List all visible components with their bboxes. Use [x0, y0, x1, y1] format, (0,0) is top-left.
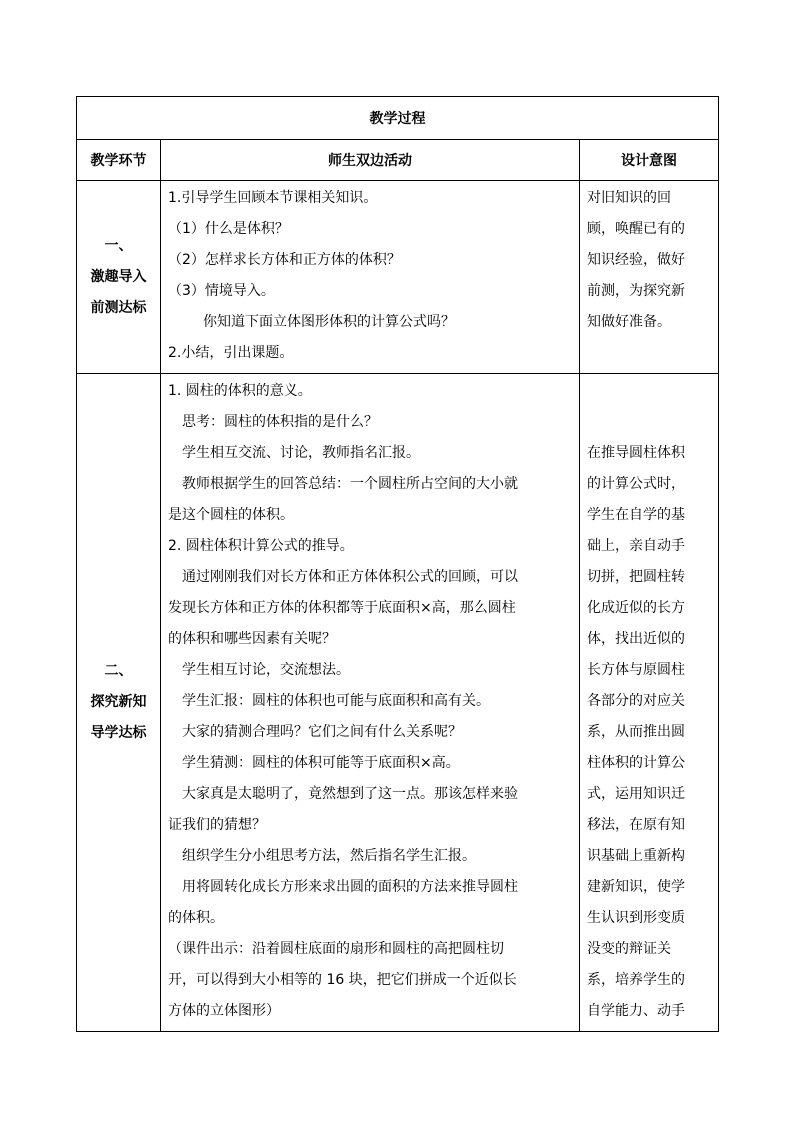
intent-line: 体，找出近似的 [587, 631, 685, 647]
intent-line: 长方体与原圆柱 [587, 662, 685, 678]
table-title: 教学过程 [77, 97, 719, 140]
intent-line: 础上，亲自动手 [587, 538, 685, 554]
activity-line: 的体积。 [168, 910, 224, 926]
stage-name-line-1: 激趣导入 [90, 268, 147, 285]
activity-line: 证我们的猜想？ [168, 817, 266, 833]
header-intent: 设计意图 [580, 140, 719, 181]
stage-number: 二、 [104, 663, 133, 679]
intent-line: 系，培养学生的 [587, 972, 685, 988]
intent-line: 移法，在原有知 [587, 817, 685, 833]
stage-name-line-2: 前测达标 [90, 299, 147, 316]
intent-line: 建新知识，使学 [587, 879, 685, 895]
intent-line: 切拼，把圆柱转 [587, 569, 685, 585]
stage-cell-1 [77, 181, 161, 374]
intent-line: 前测，为探究新 [587, 283, 685, 299]
activities-cell-2 [161, 374, 580, 1032]
intent-line: 识基础上重新构 [587, 848, 685, 864]
intent-line: 系，从而推出圆 [587, 724, 685, 740]
intent-line: 柱体积的计算公 [587, 755, 685, 771]
intent-line: 自学能力、动手 [587, 1003, 685, 1019]
teaching-process-table [76, 96, 719, 1032]
intent-line: 知识经验，做好 [587, 252, 685, 268]
intent-line: 没变的辩证关 [587, 941, 671, 957]
stage-number: 一、 [104, 237, 133, 254]
activity-line: （1）什么是体积？ [168, 221, 289, 237]
title-row [77, 97, 719, 140]
activity-line: 组织学生分小组思考方法，然后指名学生汇报。 [182, 848, 476, 864]
activity-line: 教师根据学生的回答总结：一个圆柱所占空间的大小就 [182, 476, 518, 492]
intent-cell-1 [580, 181, 719, 374]
activity-line: 用将圆转化成长方形来求出圆的面积的方法来推导圆柱 [182, 879, 518, 895]
activity-line: 方体的立体图形） [168, 1003, 280, 1019]
section-row-2 [77, 374, 719, 1032]
activity-line: 学生汇报：圆柱的体积也可能与底面积和高有关。 [182, 693, 490, 709]
activity-line: 学生相互讨论，交流想法。 [182, 662, 350, 678]
intent-cell-2 [580, 374, 719, 1032]
activity-line: 发现长方体和正方体的体积都等于底面积×高，那么圆柱 [168, 600, 516, 616]
activity-line: 通过刚刚我们对长方体和正方体体积公式的回顾，可以 [182, 569, 518, 585]
activity-line: 思考：圆柱的体积指的是什么？ [182, 414, 378, 430]
activity-line: 1. 圆柱的体积的意义。 [168, 383, 312, 399]
activity-line: 学生相互交流、讨论，教师指名汇报。 [182, 445, 420, 461]
activity-line: （3）情境导入。 [168, 283, 275, 299]
activity-line: 你知道下面立体图形体积的计算公式吗？ [203, 314, 455, 330]
intent-line: 的计算公式时， [587, 476, 685, 492]
intent-line: 化成近似的长方 [587, 600, 685, 616]
stage-name-line-1: 探究新知 [90, 694, 147, 710]
intent-line: 式，运用知识迁 [587, 786, 685, 802]
stage-name-line-2: 导学达标 [90, 725, 147, 741]
intent-line: 学生在自学的基 [587, 507, 685, 523]
activity-line: 2.小结，引出课题。 [168, 345, 294, 361]
activity-line: 开，可以得到大小相等的 16 块，把它们拼成一个近似长 [168, 972, 517, 988]
stage-cell-2 [77, 374, 161, 1032]
section-row-1 [77, 181, 719, 374]
activity-line: 大家真是太聪明了，竟然想到了这一点。那该怎样来验 [182, 786, 518, 802]
intent-line: 对旧知识的回 [587, 190, 671, 206]
header-row [77, 140, 719, 181]
activity-line: 学生猜测：圆柱的体积可能等于底面积×高。 [182, 755, 460, 771]
intent-line: 知做好准备。 [587, 314, 671, 330]
intent-line: 生认识到形变质 [587, 910, 685, 926]
header-stage: 教学环节 [77, 140, 161, 181]
activity-line: 1.引导学生回顾本节课相关知识。 [168, 190, 378, 206]
activity-line: （课件出示：沿着圆柱底面的扇形和圆柱的高把圆柱切 [168, 941, 504, 957]
activity-line: 的体积和哪些因素有关呢？ [168, 631, 336, 647]
activity-line: 2. 圆柱体积计算公式的推导。 [168, 538, 354, 554]
intent-line: 顾，唤醒已有的 [587, 221, 685, 237]
intent-line: 各部分的对应关 [587, 693, 685, 709]
activities-cell-1 [161, 181, 580, 374]
activity-line: （2）怎样求长方体和正方体的体积？ [168, 252, 401, 268]
activity-line: 大家的猜测合理吗？它们之间有什么关系呢？ [182, 724, 462, 740]
intent-line: 在推导圆柱体积 [587, 445, 685, 461]
header-activities: 师生双边活动 [161, 140, 580, 181]
activity-line: 是这个圆柱的体积。 [168, 507, 294, 523]
